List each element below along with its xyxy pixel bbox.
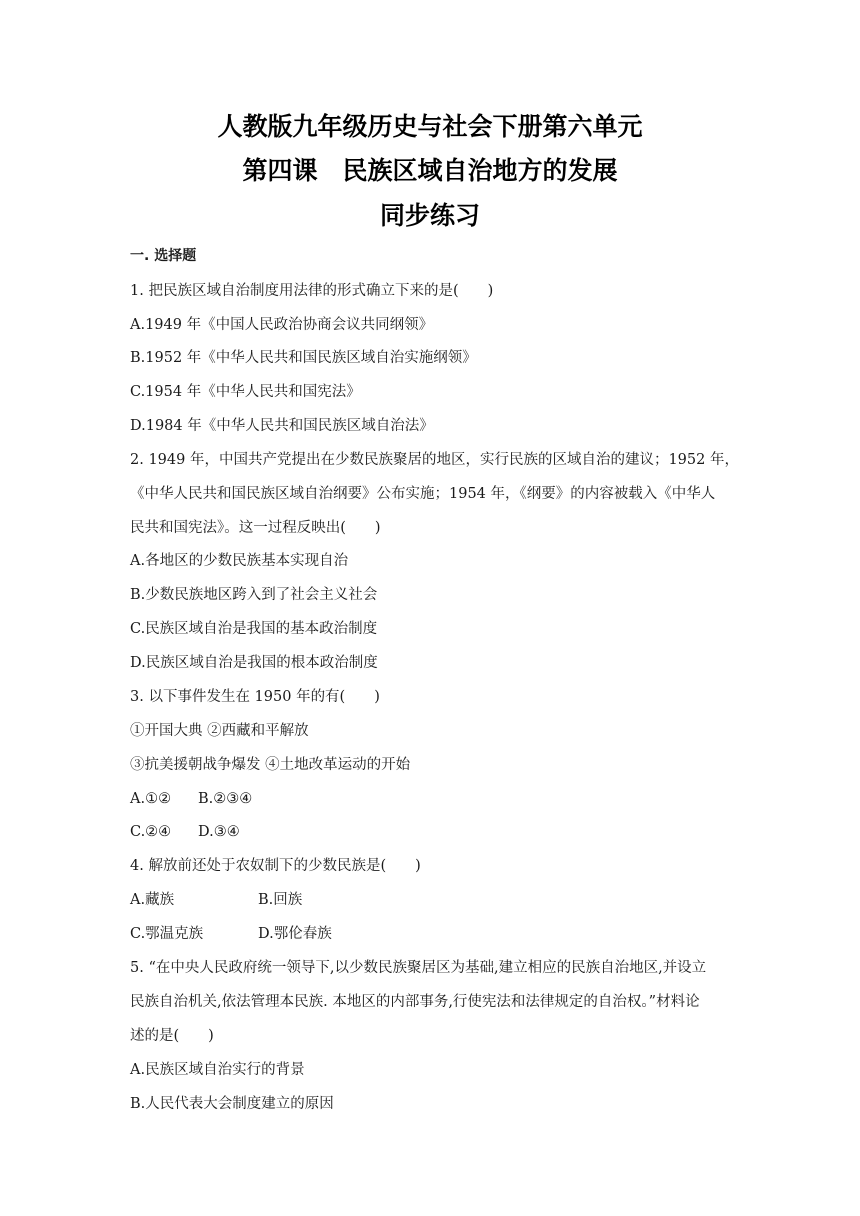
question-2-stem-line-2: 《中华人民共和国民族区域自治纲要》公布实施；1954 年，《纲要》的内容被载入《中华人 [130, 486, 716, 502]
question-4-stem: 4. 解放前还处于农奴制下的少数民族是( ) [130, 858, 421, 874]
question-1-option-b: B.1952 年《中华人民共和国民族区域自治实施纲领》 [130, 350, 477, 366]
question-2-option-c: C.民族区域自治是我国的基本政治制度 [130, 621, 378, 637]
question-2-stem-line-1: 2. 1949 年，中国共产党提出在少数民族聚居的地区，实行民族的区域自治的建议；1952 年， [130, 452, 739, 468]
question-4-options-row-1 [130, 890, 302, 910]
question-3-option-c: C.②④ [130, 824, 172, 840]
question-3-option-b: B.②③④ [198, 791, 253, 807]
question-4-option-a: A.藏族 [130, 892, 175, 908]
question-5-option-a: A.民族区域自治实行的背景 [130, 1062, 305, 1078]
question-4-options-row-2 [130, 924, 332, 944]
question-3-option-d: D.③④ [198, 824, 240, 840]
question-2-option-d: D.民族区域自治是我国的根本政治制度 [130, 655, 378, 671]
document-title-line-2: 第四课 民族区域自治地方的发展 [242, 156, 618, 185]
question-5-stem-line-1: 5. “在中央人民政府统一领导下,以少数民族聚居区为基础,建立相应的民族自治地区,并设立 [130, 960, 707, 976]
question-5-stem-line-2: 民族自治机关,依法管理本民族. 本地区的内部事务,行使宪法和法律规定的自治权。”材料论 [130, 994, 700, 1010]
question-1-option-d: D.1984 年《中华人民共和国民族区域自治法》 [130, 418, 434, 434]
question-3-stem: 3. 以下事件发生在 1950 年的有( ) [130, 689, 380, 705]
question-3-options-row-1 [130, 789, 252, 809]
section-heading: 一. 选择题 [130, 248, 197, 264]
question-2-option-b: B.少数民族地区跨入到了社会主义社会 [130, 587, 378, 603]
question-1-option-a: A.1949 年《中国人民政治协商会议共同纲领》 [130, 317, 434, 333]
question-3-events-line-1: ①开国大典 ②西藏和平解放 [130, 723, 309, 739]
question-4-option-b: B.回族 [258, 892, 303, 908]
document-title-line-3: 同步练习 [379, 201, 480, 230]
question-5-stem-line-3: 述的是( ) [130, 1028, 214, 1044]
question-1-option-c: C.1954 年《中华人民共和国宪法》 [130, 384, 361, 400]
question-1-stem: 1. 把民族区域自治制度用法律的形式确立下来的是( ) [130, 283, 494, 299]
question-2-option-a: A.各地区的少数民族基本实现自治 [130, 553, 349, 569]
question-3-events-line-2: ③抗美援朝战争爆发 ④土地改革运动的开始 [130, 757, 411, 773]
question-5-option-b: B.人民代表大会制度建立的原因 [130, 1096, 334, 1112]
question-4-option-c: C.鄂温克族 [130, 926, 204, 942]
question-4-option-d: D.鄂伦春族 [258, 926, 332, 942]
question-3-options-row-2 [130, 822, 240, 842]
question-3-option-a: A.①② [130, 791, 172, 807]
document-title-line-1: 人教版九年级历史与社会下册第六单元 [217, 112, 643, 141]
question-2-stem-line-3: 民共和国宪法》。这一过程反映出( ) [130, 520, 381, 536]
